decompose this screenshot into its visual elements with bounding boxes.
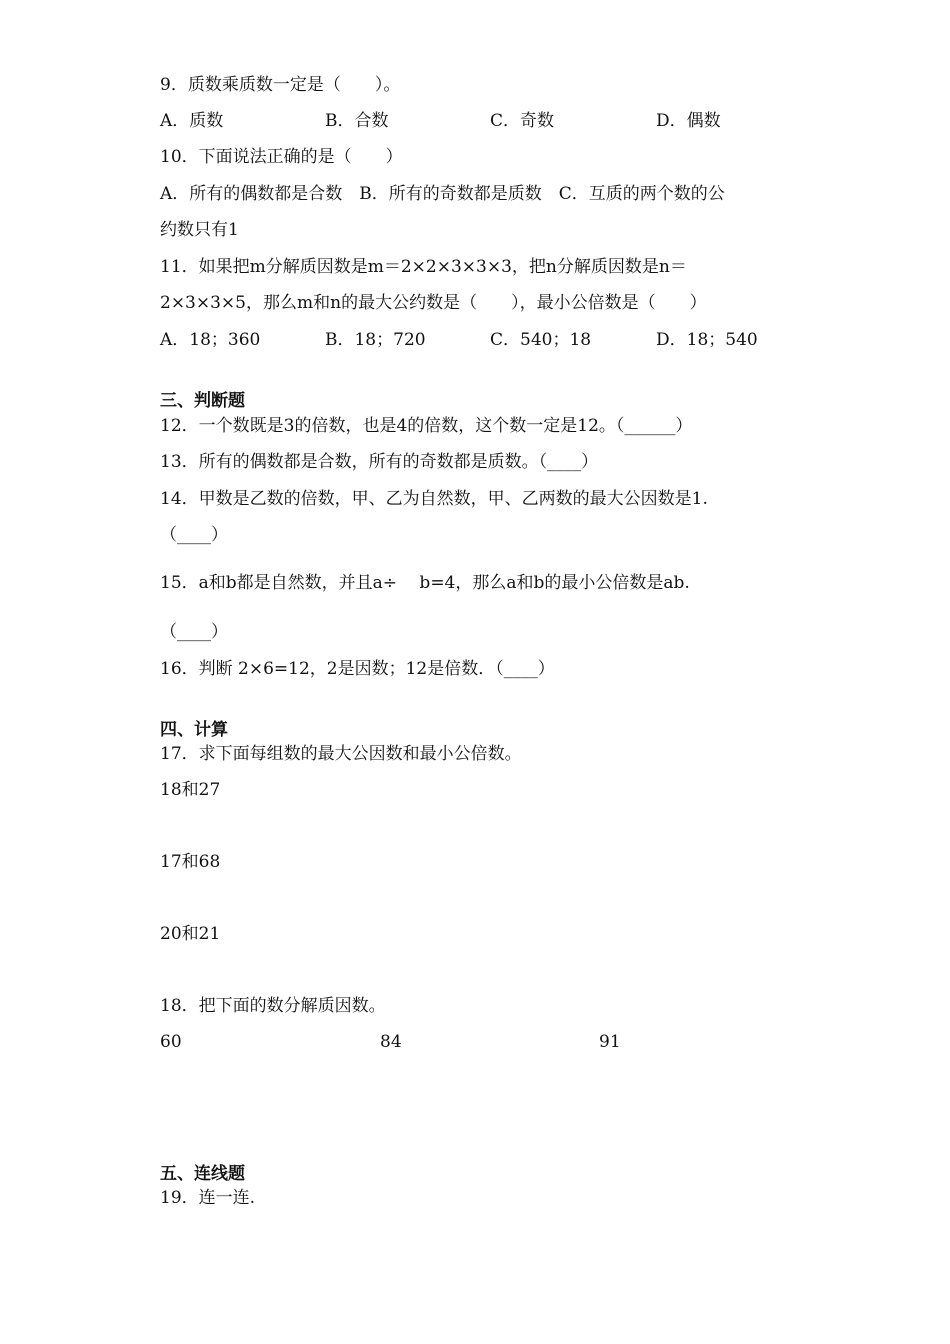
section4-heading: 四、计算 — [160, 720, 228, 740]
q17-pair-1: 18和27 — [160, 780, 221, 800]
q14-line1: 14．甲数是乙数的倍数，甲、乙为自然数，甲、乙两数的最大公因数是1. — [160, 489, 708, 509]
q14-line2: （____） — [160, 525, 228, 545]
q16: 16．判断 2×6=12，2是因数；12是倍数．（____） — [160, 659, 555, 679]
q18-stem: 18．把下面的数分解质因数。 — [160, 996, 386, 1016]
q19-stem: 19．连一连. — [160, 1188, 256, 1208]
q11-stem-line2: 2×3×3×5，那么m和n的最大公约数是（ ），最小公倍数是（ ） — [160, 293, 707, 313]
q10-options-line2: 约数只有1 — [160, 220, 239, 240]
q17-pair-2: 17和68 — [160, 852, 221, 872]
q17-pair-3: 20和21 — [160, 924, 221, 944]
q11-option-b: B．18；720 — [325, 330, 426, 350]
q11-stem-line1: 11．如果把m分解质因数是m＝2×2×3×3×3，把n分解质因数是n＝ — [160, 257, 687, 277]
q9-stem: 9．质数乘质数一定是（ ）。 — [160, 75, 401, 95]
q10-stem: 10．下面说法正确的是（ ） — [160, 147, 403, 167]
q10-options-line1: A．所有的偶数都是合数 B．所有的奇数都是质数 C．互质的两个数的公 — [160, 184, 725, 204]
q18-number-2: 84 — [380, 1032, 402, 1052]
q9-option-d: D．偶数 — [656, 111, 721, 131]
q17-stem: 17．求下面每组数的最大公因数和最小公倍数。 — [160, 744, 522, 764]
q13: 13．所有的偶数都是合数，所有的奇数都是质数。（____） — [160, 452, 599, 472]
q9-option-b: B．合数 — [325, 111, 389, 131]
section3-heading: 三、判断题 — [160, 391, 245, 411]
section5-heading: 五、连线题 — [160, 1164, 245, 1184]
q12: 12．一个数既是3的倍数，也是4的倍数，这个数一定是12。（______） — [160, 416, 693, 436]
q18-number-1: 60 — [160, 1032, 182, 1052]
q15-line1: 15．a和b都是自然数，并且a÷ b=4，那么a和b的最小公倍数是ab. — [160, 573, 690, 593]
q11-option-d: D．18；540 — [656, 330, 758, 350]
q18-number-3: 91 — [599, 1032, 621, 1052]
q9-option-c: C．奇数 — [490, 111, 555, 131]
q15-line2: （____） — [160, 622, 228, 642]
q9-option-a: A．质数 — [160, 111, 224, 131]
q11-option-c: C．540；18 — [490, 330, 592, 350]
q11-option-a: A．18；360 — [160, 330, 261, 350]
